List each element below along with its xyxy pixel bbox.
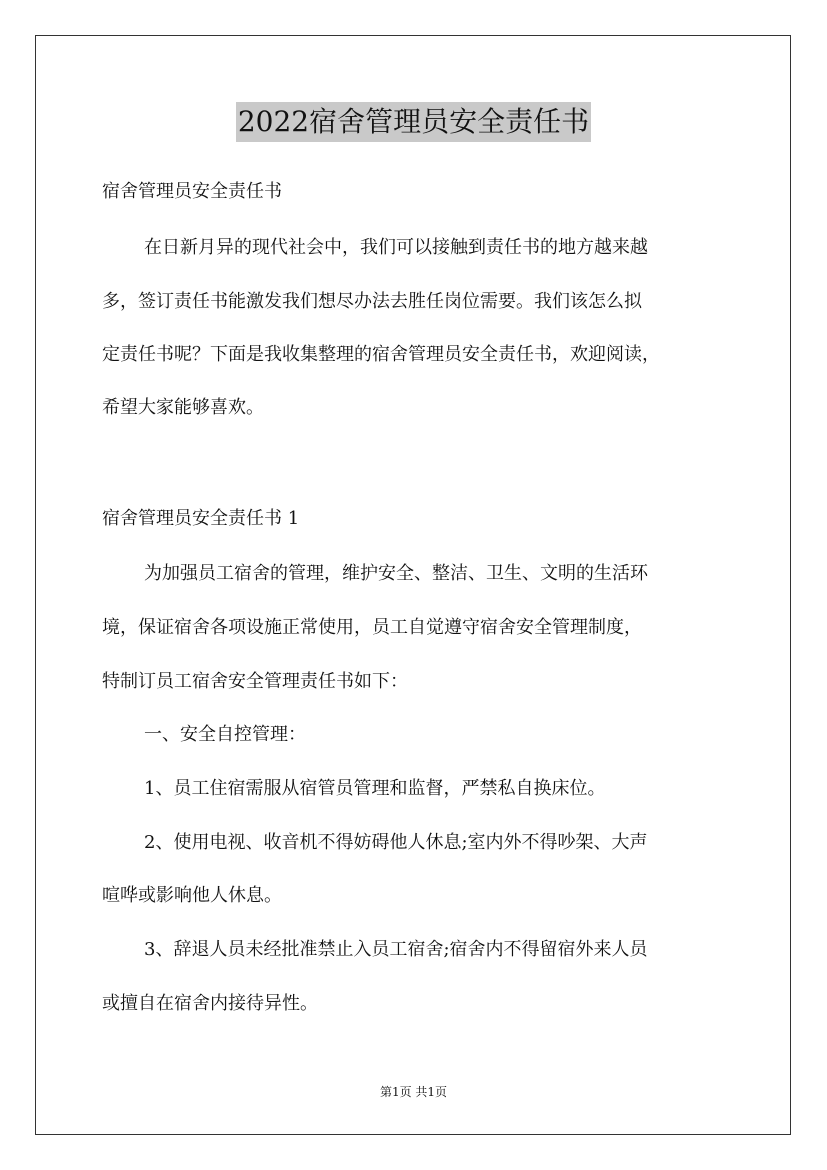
section-line: 3、辞退人员未经批准禁止入员工宿舍;宿舍内不得留宿外来人员 [144, 939, 648, 960]
title-wrap [0, 102, 827, 142]
section-line: 为加强员工宿舍的管理，维护安全、整洁、卫生、文明的生活环 [144, 563, 648, 584]
intro-line: 多，签订责任书能激发我们想尽办法去胜任岗位需要。我们该怎么拟 [102, 291, 642, 312]
intro-line: 定责任书呢？下面是我收集整理的宿舍管理员安全责任书，欢迎阅读， [102, 344, 660, 365]
section-line: 或擅自在宿舍内接待异性。 [102, 993, 318, 1014]
page-footer: 第1页 共1页 [379, 1085, 448, 1099]
intro-line: 在日新月异的现代社会中，我们可以接触到责任书的地方越来越 [144, 237, 648, 258]
section-line: 2、使用电视、收音机不得妨碍他人休息;室内外不得吵架、大声 [144, 832, 648, 853]
section-line: 特制订员工宿舍安全管理责任书如下： [102, 671, 408, 692]
section-line: 境，保证宿舍各项设施正常使用，员工自觉遵守宿舍安全管理制度， [102, 617, 642, 638]
section-line: 喧哗或影响他人休息。 [102, 885, 282, 906]
section-heading: 宿舍管理员安全责任书 1 [102, 508, 300, 529]
intro-line: 希望大家能够喜欢。 [102, 397, 264, 418]
section-line: 1、员工住宿需服从宿管员管理和监督，严禁私自换床位。 [144, 778, 606, 799]
section-line: 一、安全自控管理： [144, 724, 306, 745]
document-subtitle: 宿舍管理员安全责任书 [102, 181, 282, 202]
document-title: 2022宿舍管理员安全责任书 [236, 102, 591, 142]
